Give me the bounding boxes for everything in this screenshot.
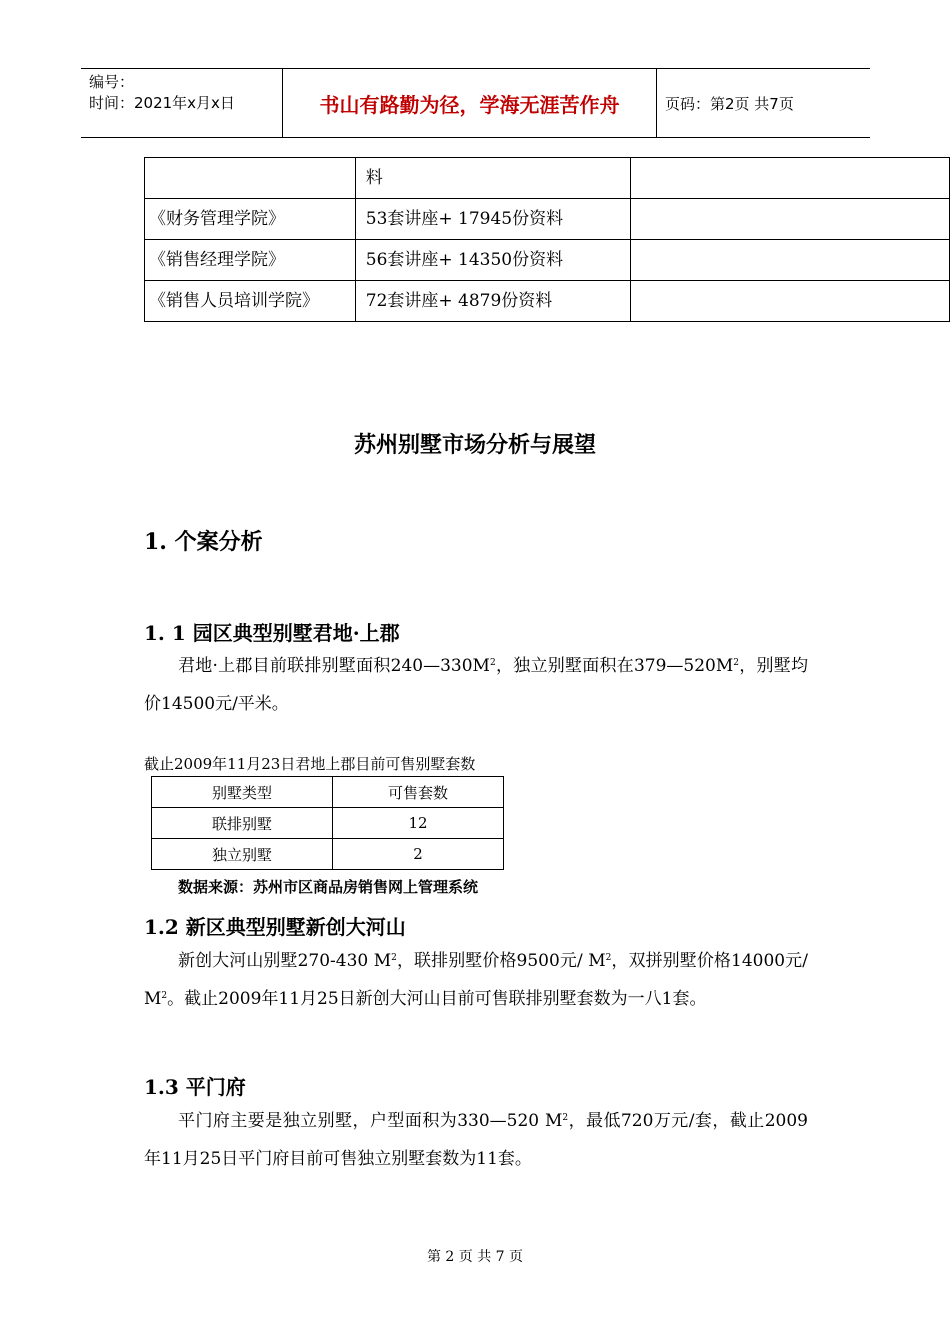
text-run: ，最低720万元/套，截止2009年11月25日平门府目前可售独立别墅套数为11套。 [144, 1111, 808, 1169]
table-row [145, 281, 950, 322]
table-row [152, 839, 504, 870]
table-row [145, 240, 950, 281]
text-run: 新创大河山别墅270-430 M [178, 951, 392, 971]
header-page-info: 页码：第2页 共7页 [665, 94, 794, 113]
table-cell: 《销售人员培训学院》 [145, 281, 356, 322]
superscript: 2 [733, 658, 739, 668]
table-row [145, 158, 950, 199]
stock-table [151, 776, 504, 870]
table-header-row [152, 777, 504, 808]
superscript: 2 [489, 658, 496, 668]
table-caption: 截止2009年11月23日君地上郡目前可售别墅套数 [144, 755, 476, 773]
table-cell: 独立别墅 [152, 839, 333, 870]
header-meta [89, 72, 235, 114]
data-source: 数据来源：苏州市区商品房销售网上管理系统 [178, 878, 479, 896]
table-cell [630, 240, 949, 281]
paragraph [144, 942, 808, 1018]
table-cell: 《财务管理学院》 [145, 199, 356, 240]
subsection-heading: 1.2 新区典型别墅新创大河山 [144, 915, 406, 939]
header-number: 编号： [89, 73, 135, 91]
header-time: 时间：2021年x月x日 [89, 94, 235, 112]
table-cell [630, 158, 949, 199]
document-title: 苏州别墅市场分析与展望 [353, 432, 596, 458]
subsection-heading: 1.3 平门府 [144, 1075, 246, 1099]
table-cell [630, 281, 949, 322]
table-cell: 72套讲座+ 4879份资料 [355, 281, 630, 322]
header-motto: 书山有路勤为径，学海无涯苦作舟 [319, 92, 620, 117]
header-divider [656, 69, 657, 137]
text-run: ，别墅均价14500元/平米。 [144, 656, 808, 714]
page-header [81, 68, 870, 138]
superscript: 2 [161, 991, 168, 1001]
course-table [144, 157, 950, 322]
table-cell: 联排别墅 [152, 808, 333, 839]
paragraph [144, 1102, 808, 1178]
page-footer: 第 2 页 共 7 页 [426, 1249, 524, 1265]
text-run: 平门府主要是独立别墅，户型面积为330—520 M [178, 1111, 563, 1131]
subsection-heading: 1. 1 园区典型别墅君地·上郡 [144, 621, 400, 645]
table-row [152, 808, 504, 839]
table-cell [630, 199, 949, 240]
superscript: 2 [391, 953, 397, 963]
table-row [145, 199, 950, 240]
text-run: ，联排别墅价格9500元/ M [396, 951, 606, 971]
superscript: 2 [605, 953, 612, 963]
text-run: ，独立别墅面积在379—520M [495, 656, 734, 676]
superscript: 2 [562, 1113, 569, 1123]
table-cell: 《销售经理学院》 [145, 240, 356, 281]
table-header: 别墅类型 [152, 777, 333, 808]
table-cell: 料 [355, 158, 630, 199]
paragraph [144, 647, 808, 723]
table-cell [145, 158, 356, 199]
section-heading: 1. 个案分析 [144, 529, 263, 555]
table-cell: 12 [333, 808, 504, 839]
table-cell: 53套讲座+ 17945份资料 [355, 199, 630, 240]
table-cell: 2 [333, 839, 504, 870]
text-run: ，双拼别墅价格14000元/ M [144, 951, 808, 1009]
text-run: 。截止2009年11月25日新创大河山目前可售联排别墅套数为一八1套。 [167, 989, 707, 1009]
text-run: 君地·上郡目前联排别墅面积240—330M [178, 656, 490, 676]
table-cell: 56套讲座+ 14350份资料 [355, 240, 630, 281]
table-header: 可售套数 [333, 777, 504, 808]
